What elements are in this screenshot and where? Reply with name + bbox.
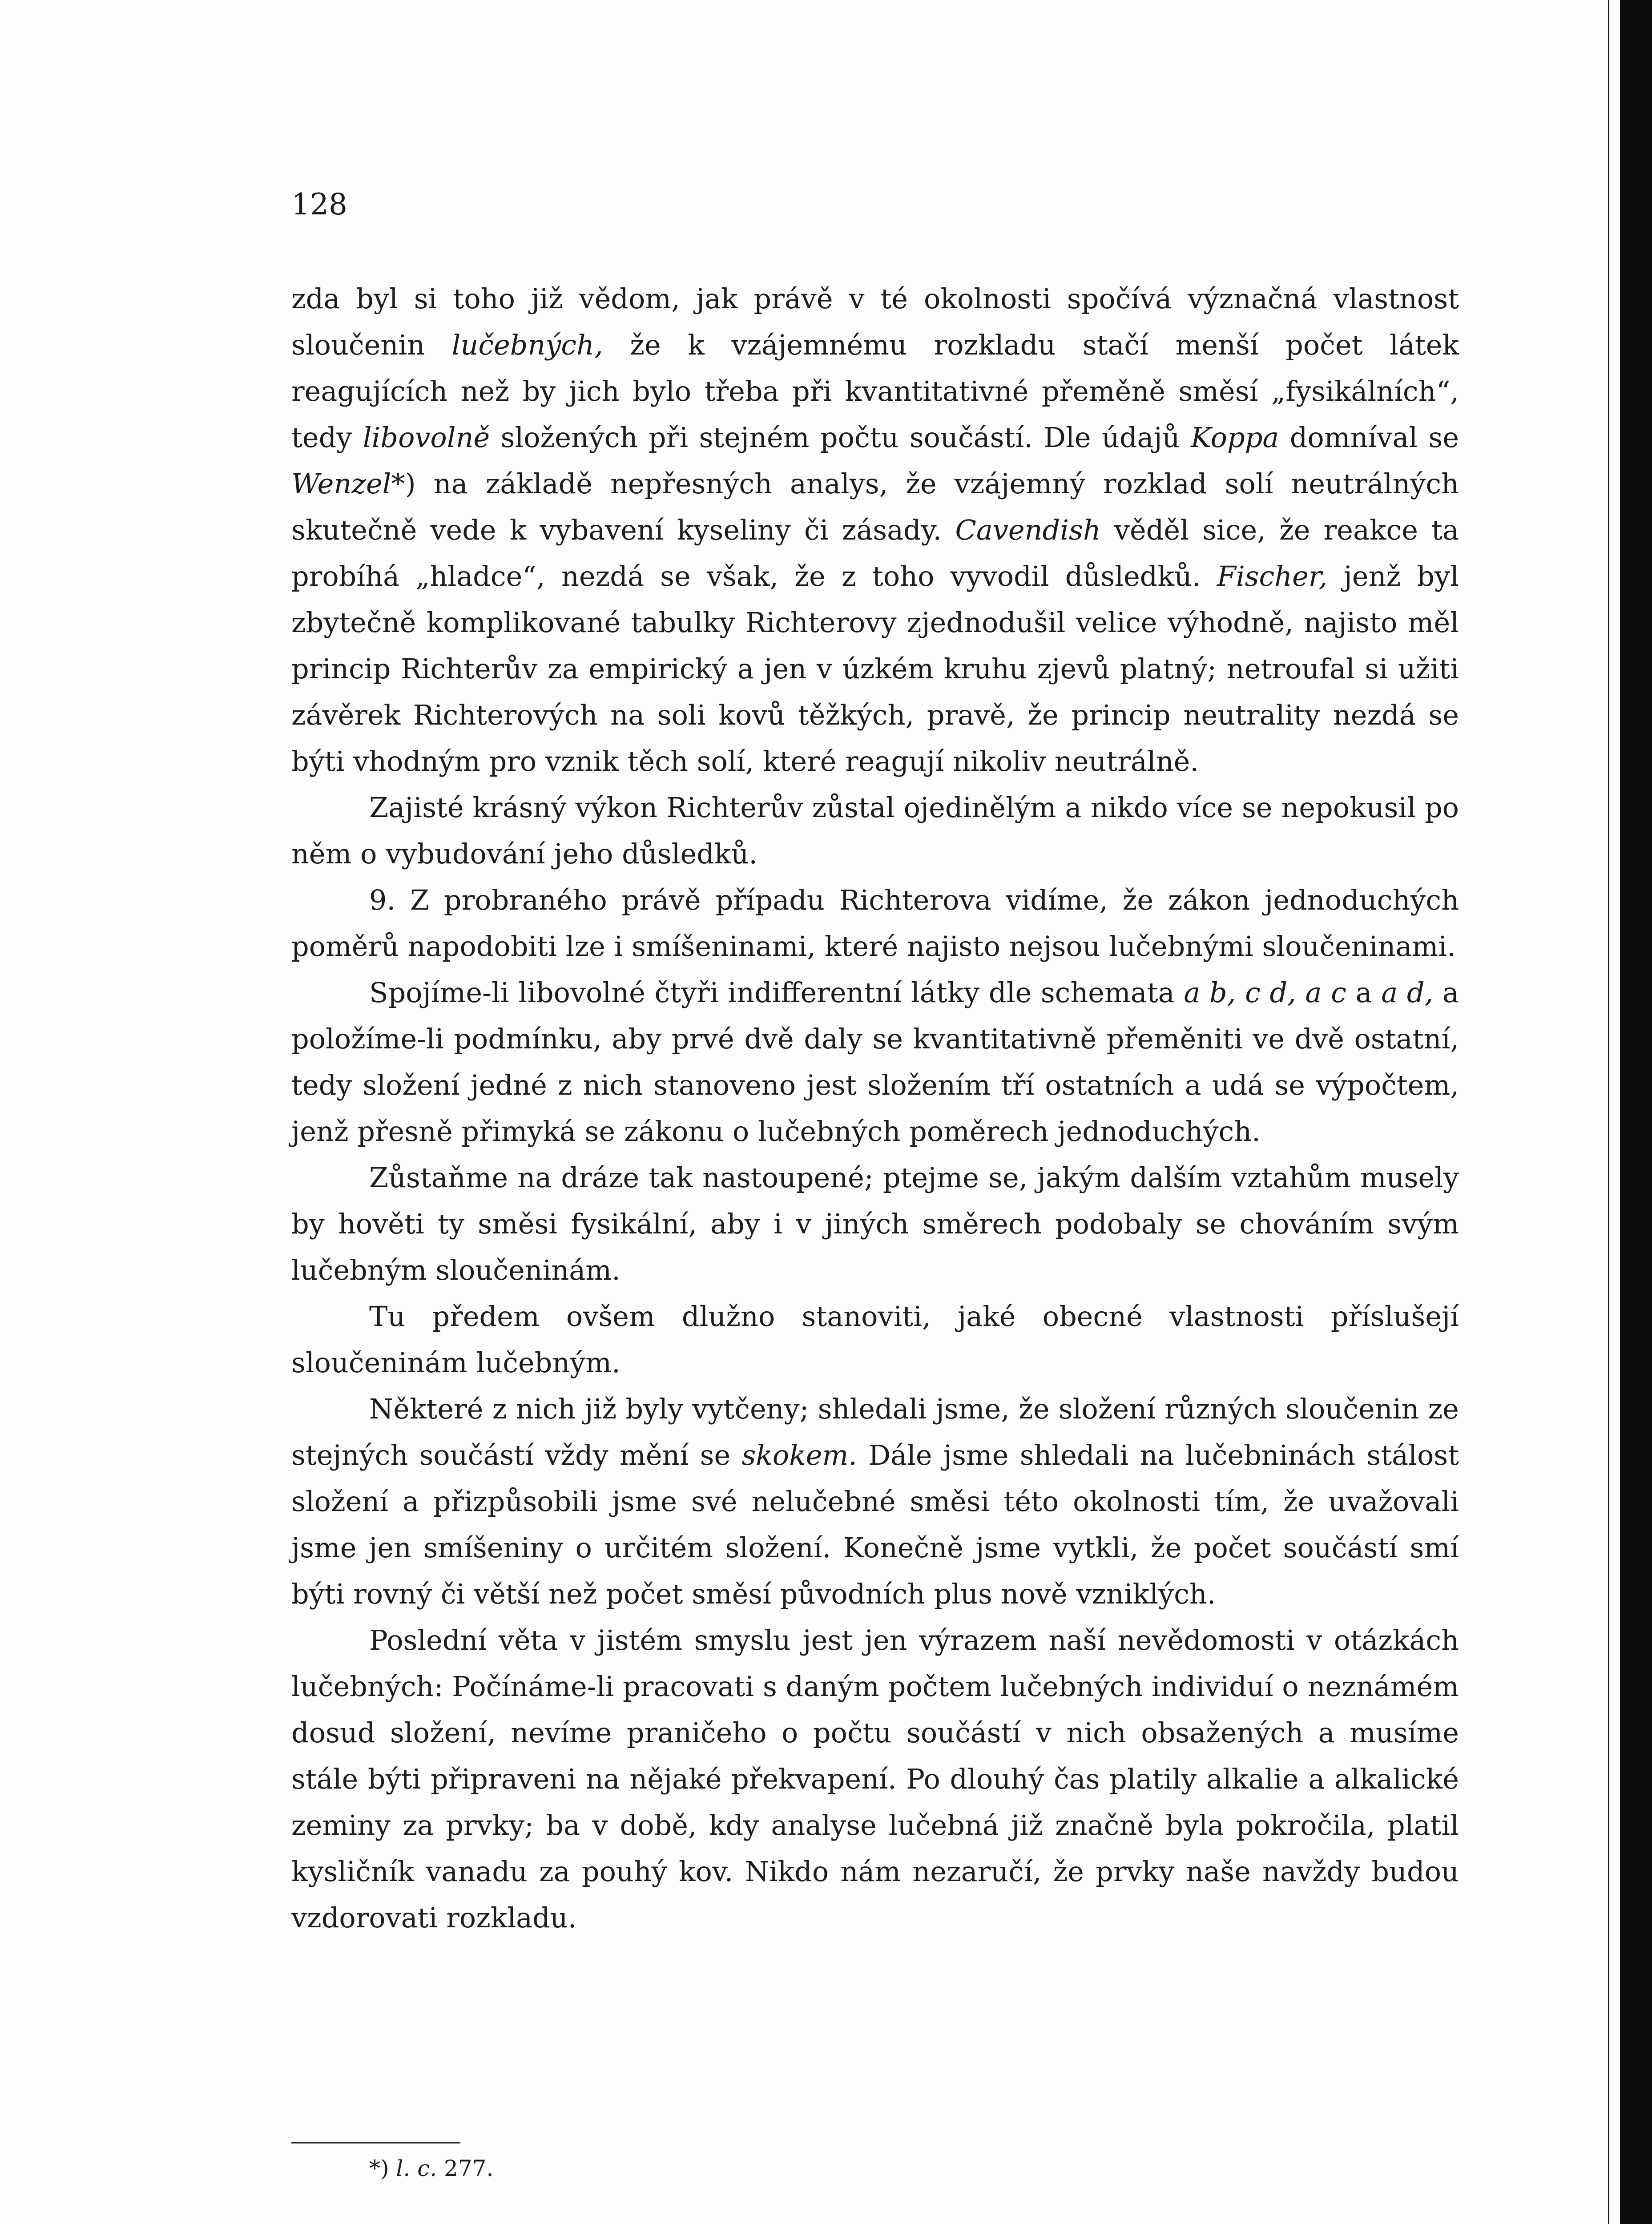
text-run: že k vzájemnému rozkladu stačí menší počet látek reagujících než by jich bylo třeba při kvantitativné přeměně směsí „fysikálních“, tedy (291, 329, 1459, 454)
italic-text: Cavendish (955, 514, 1101, 546)
paragraph (291, 970, 1459, 1155)
text-run: Poslední věta v jistém smyslu jest jen výrazem naší nevědomosti v otázkách lučebných: Počínáme-li pracovati s daným počtem lučebných individuí o neznámém dosud složení, nevíme praničeho o počtu součástí v nich obsažených a musíme stále býti připraveni na nějaké překvapení. Po dlouhý čas platily alkalie a alkalické zeminy za prvky; ba v době, kdy analyse lučebná již značně byla pokročila, platil kysličník vanadu za pouhý kov. Nikdo nám nezaručí, že prvky naše navždy budou vzdorovati rozkladu. (291, 1624, 1459, 1934)
italic-text: libovolně (363, 421, 490, 454)
text-run: složených při stejném počtu součástí. Dle údajů (490, 421, 1191, 454)
text-run: domníval se (1279, 421, 1459, 454)
italic-text: lučebných, (451, 329, 603, 361)
italic-text: Wenzel (291, 467, 391, 500)
text-run: Dále jsme shledali na lučebninách stálost složení a přizpůsobili jsme své nelučebné směsi této okolnosti tím, že uvažovali jsme jen smíšeniny o určitém složení. Konečně jsme vytkli, že počet součástí smí býti rovný či větší než počet směsí původních plus nově vzniklých. (291, 1439, 1459, 1610)
page-edge-shadow (1620, 0, 1652, 2224)
paragraph (291, 1386, 1459, 1617)
body-text (291, 276, 1459, 1941)
text-run: *) na základě nepřesných analys, že vzájemný rozklad solí neutrálných skutečně vede k vybavení kyseliny či zásady. (291, 467, 1459, 546)
footnote-marker: *) (369, 2156, 389, 2181)
text-run: Spojíme-li libovolné čtyři indifferentní látky dle schemata (369, 976, 1184, 1009)
paragraph (291, 877, 1459, 970)
italic-text: Fischer, (1217, 560, 1328, 592)
footnote-page: 277. (444, 2156, 494, 2181)
text-run: jenž byl zbytečně komplikované tabulky Richterovy zjednodušil velice výhodně, najisto měl princip Richterův za empirický a jen v úzkém kruhu zjevů platný; netroufal si užiti závěrek Richterových na soli kovů těžkých, pravě, že princip neutrality nezdá se býti vhodným pro vznik těch solí, které reagují nikoliv neutrálně. (291, 560, 1459, 778)
text-run: Zajisté krásný výkon Richterův zůstal ojedinělým a nikdo více se nepokusil po něm o vybudování jeho důsledků. (291, 791, 1459, 870)
footnote-ref: l. c. (396, 2156, 437, 2181)
italic-text: Koppa (1191, 421, 1279, 454)
page-number: 128 (291, 187, 347, 222)
text-run: Zůstaňme na dráze tak nastoupené; ptejme se, jakým dalším vztahům musely by hověti ty směsi fysikální, aby i v jiných směrech podobaly se chováním svým lučebným sloučeninám. (291, 1161, 1459, 1286)
text-run: a (1346, 976, 1382, 1009)
italic-text: skokem. (741, 1439, 857, 1471)
text-run: a položíme-li podmínku, aby prvé dvě daly se kvantitativně přeměniti ve dvě ostatní, tedy složení jedné z nich stanoveno jest složením tří ostatních a udá se výpočtem, jenž přesně přimyká se zákonu o lučebných poměrech jednoduchých. (291, 976, 1459, 1148)
paragraph (291, 1155, 1459, 1293)
italic-text: a b, c d, a c (1184, 976, 1346, 1009)
text-run: Tu předem ovšem dlužno stanoviti, jaké obecné vlastnosti příslušejí sloučeninám lučebným. (291, 1300, 1459, 1379)
paragraph (291, 276, 1459, 785)
text-run: zda byl si toho již vědom, jak právě v té okolnosti spočívá význačná vlastnost sloučenin (291, 282, 1459, 361)
page-edge-line (1608, 0, 1609, 2224)
text-run: 9. Z probraného právě případu Richterova vidíme, že zákon jednoduchých poměrů napodobiti lze i smíšeninami, které najisto nejsou lučebnými sloučeninami. (291, 884, 1459, 963)
footnote-rule (291, 2142, 460, 2143)
paragraph (291, 785, 1459, 877)
italic-text: a d, (1381, 976, 1434, 1009)
text-run: věděl sice, že reakce ta probíhá „hladce“, nezdá se však, že z toho vyvodil důsledků. (291, 514, 1459, 592)
footnote (369, 2151, 493, 2186)
paragraph (291, 1617, 1459, 1941)
paragraph (291, 1293, 1459, 1386)
text-run: Některé z nich již byly vytčeny; shledali jsme, že složení různých sloučenin ze stejných součástí vždy mění se (291, 1393, 1459, 1471)
